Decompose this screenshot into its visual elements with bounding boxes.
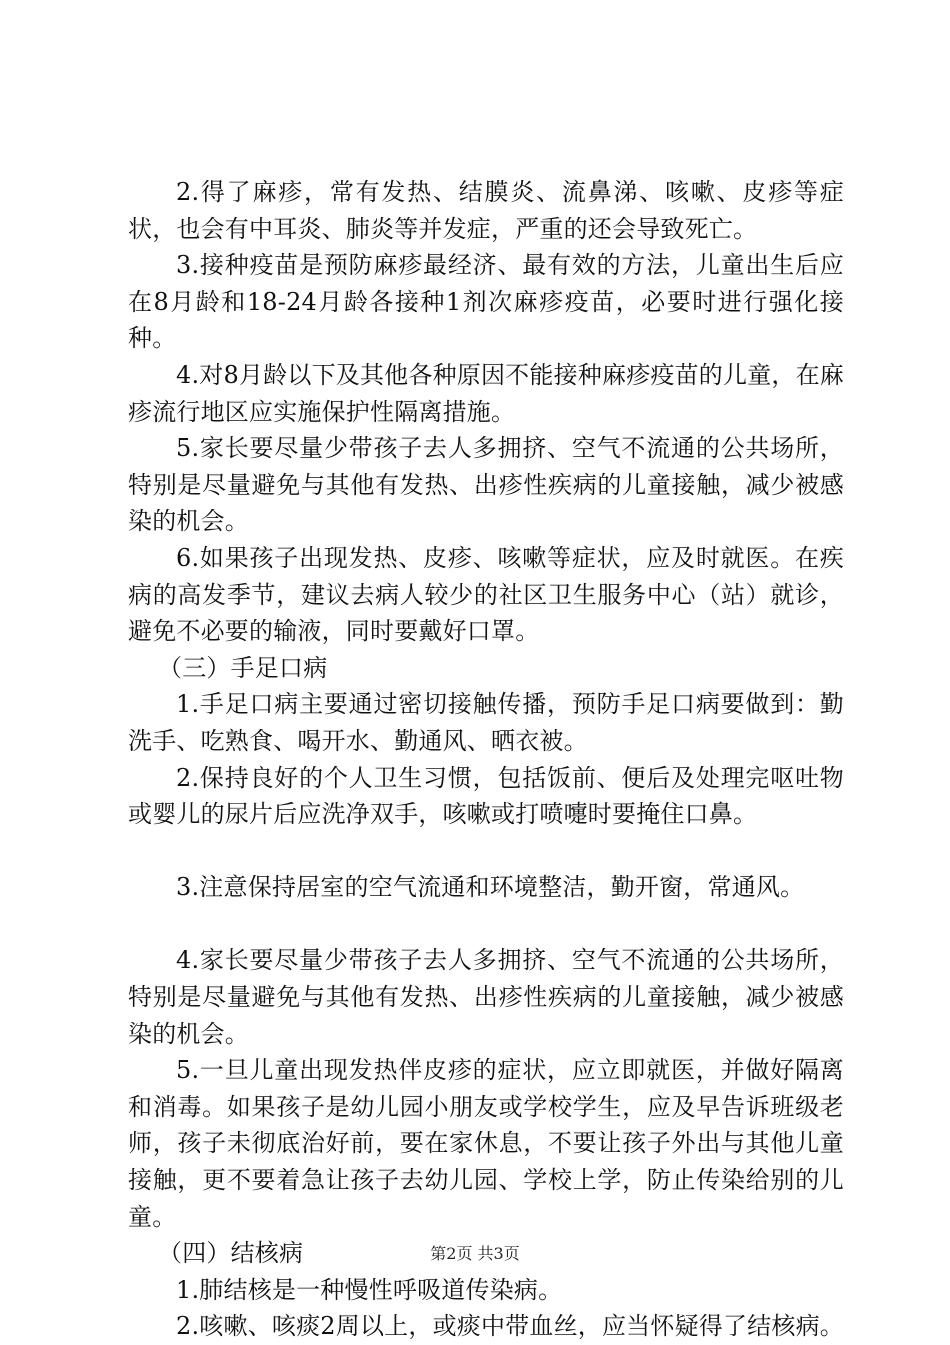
body-paragraph: 2.保持良好的个人卫生习惯，包括饭前、便后及处理完呕吐物或婴儿的尿片后应洗净双手，咳嗽或打喷嚏时要掩住口鼻。 xyxy=(128,763,844,829)
body-paragraph: 5.家长要尽量少带孩子去人多拥挤、空气不流通的公共场所，特别是尽量避免与其他有发热、出疹性疾病的儿童接触，减少被感染的机会。 xyxy=(128,434,844,536)
body-paragraph: 5.一旦儿童出现发热伴皮疹的症状，应立即就医，并做好隔离和消毒。如果孩子是幼儿园小朋友或学校学生，应及早告诉班级老师，孩子未彻底治好前，要在家休息，不要让孩子外出与其他儿童接触，更不要着急让孩子去幼儿园、学校上学，防止传染给别的儿童。 xyxy=(128,1056,844,1231)
document-body xyxy=(128,174,844,1345)
page-footer: 第2页 共3页 xyxy=(430,1244,520,1263)
body-paragraph: 4.对8月龄以下及其他各种原因不能接种麻疹疫苗的儿童，在麻疹流行地区应实施保护性隔离措施。 xyxy=(128,360,844,426)
body-paragraph: 6.如果孩子出现发热、皮疹、咳嗽等症状，应及时就医。在疾病的高发季节，建议去病人较少的社区卫生服务中心（站）就诊，避免不必要的输液，同时要戴好口罩。 xyxy=(128,543,844,646)
blank-line xyxy=(128,833,844,870)
body-paragraph: 1.肺结核是一种慢性呼吸道传染病。 xyxy=(176,1275,563,1304)
body-paragraph: 4.家长要尽量少带孩子去人多拥挤、空气不流通的公共场所，特别是尽量避免与其他有发热、出疹性疾病的儿童接触，减少被感染的机会。 xyxy=(128,946,844,1048)
body-paragraph: 1.手足口病主要通过密切接触传播，预防手足口病要做到：勤洗手、吃熟食、喝开水、勤通风、晒衣被。 xyxy=(128,690,844,755)
section-heading: （三）手足口病 xyxy=(158,653,328,682)
body-paragraph: 3.注意保持居室的空气流通和环境整洁，勤开窗，常通风。 xyxy=(176,873,805,902)
blank-line xyxy=(128,906,844,943)
section-heading: （四）结核病 xyxy=(158,1239,304,1268)
body-paragraph: 2.得了麻疹，常有发热、结膜炎、流鼻涕、咳嗽、皮疹等症状，也会有中耳炎、肺炎等并发症，严重的还会导致死亡。 xyxy=(128,178,844,243)
body-paragraph: 3.接种疫苗是预防麻疹最经济、最有效的方法，儿童出生后应在8月龄和18-24月龄各接种1剂次麻疹疫苗，必要时进行强化接种。 xyxy=(128,251,844,353)
body-paragraph: 2.咳嗽、咳痰2周以上，或痰中带血丝，应当怀疑得了结核病。 xyxy=(176,1312,844,1341)
